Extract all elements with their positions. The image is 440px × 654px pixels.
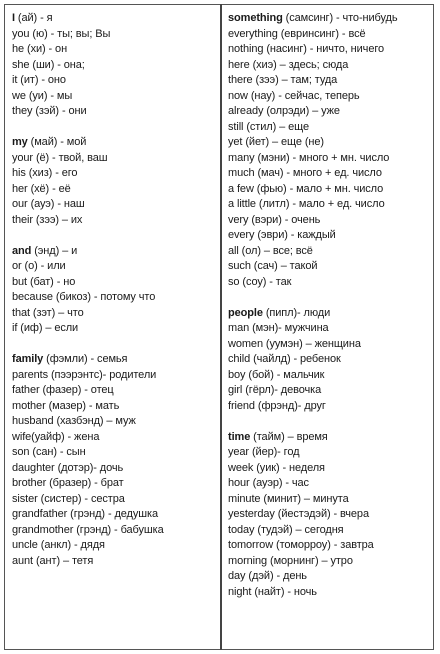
transcription-translation: (томорроу) - завтра (273, 539, 374, 551)
english-word: son (12, 446, 30, 458)
transcription-translation: (йер)- год (249, 446, 300, 458)
transcription-translation: (ши) - она; (29, 58, 85, 71)
english-word: girl (228, 384, 243, 396)
vocab-entry (12, 58, 217, 74)
transcription-translation: (май) - мой (27, 136, 87, 148)
vocab-entry (12, 104, 217, 120)
vocab-entry (228, 492, 434, 508)
vocab-entry (12, 290, 217, 306)
vocab-entry (228, 228, 434, 244)
transcription-translation: (бикоз) - потому что (52, 291, 156, 303)
word-group (12, 135, 217, 228)
english-word: their (12, 213, 33, 226)
english-word: night (228, 585, 252, 598)
english-word: hour (228, 477, 250, 489)
group-heading-entry (12, 135, 217, 151)
english-word: I (12, 12, 15, 24)
vocab-entry (228, 554, 434, 570)
english-word: brother (12, 477, 47, 489)
transcription-translation: (о) - или (21, 260, 66, 272)
vocab-entry (228, 585, 434, 601)
english-word: mother (12, 399, 46, 412)
transcription-translation: (фрэнд)- друг (254, 399, 326, 412)
english-word: family (12, 353, 44, 365)
transcription-translation: (мэни) - много + мн. число (254, 151, 390, 164)
vocab-entry (228, 569, 434, 585)
transcription-translation: (уик) - неделя (253, 461, 325, 474)
transcription-translation: (самсинг) - что-нибудь (282, 12, 398, 24)
english-word: you (12, 27, 30, 40)
english-word: tomorrow (228, 539, 274, 551)
transcription-translation: (зэт) – что (29, 306, 84, 319)
transcription-translation: (анкл) - дядя (37, 539, 105, 551)
word-group (228, 430, 434, 601)
transcription-translation: (уайф) - жена (31, 430, 100, 443)
english-word: grandmother (12, 523, 74, 536)
transcription-translation: (иф) – если (17, 322, 79, 334)
transcription-translation: (йестэдэй) - вчера (274, 508, 369, 520)
transcription-translation: (зээ) – там; туда (252, 74, 338, 86)
transcription-translation: (уумэн) – женщина (262, 337, 361, 350)
english-word: day (228, 570, 246, 582)
vocab-entry (228, 182, 434, 198)
vocab-entry (228, 213, 434, 229)
transcription-translation: (литл) - мало + ед. число (255, 198, 385, 210)
english-word: but (12, 275, 27, 288)
vocab-entry (12, 399, 217, 415)
english-word: friend (228, 399, 255, 412)
vocab-entry (228, 399, 434, 415)
vocab-entry (228, 476, 434, 492)
vocab-entry (12, 166, 217, 182)
english-word: yesterday (228, 508, 275, 520)
english-word: minute (228, 492, 261, 505)
vocab-entry (228, 166, 434, 182)
vocab-entry (12, 151, 217, 167)
transcription-translation: (стил) – еще (243, 120, 309, 133)
vocab-entry (228, 321, 434, 337)
english-word: sister (12, 492, 38, 505)
transcription-translation: (ит) - оно (17, 74, 66, 86)
right-column (228, 11, 434, 600)
transcription-translation: (мэн)- мужчина (249, 322, 329, 334)
vocab-entry (228, 337, 434, 353)
english-word: daughter (12, 461, 55, 474)
english-word: already (228, 105, 264, 117)
vocab-entry (228, 58, 434, 74)
transcription-translation: (ю) - ты; вы; Вы (29, 27, 111, 40)
english-word: such (228, 260, 251, 272)
vocab-entry (228, 368, 434, 384)
english-word: every (228, 229, 255, 241)
english-word: they (12, 105, 33, 117)
transcription-translation: (хиэ) – здесь; сюда (249, 58, 349, 71)
word-group (12, 352, 217, 569)
english-word: everything (228, 27, 278, 40)
english-word: parents (12, 368, 48, 381)
vocab-entry (12, 414, 217, 430)
vocab-entry (228, 275, 434, 291)
transcription-translation: (пээрэнтс)- родители (48, 368, 157, 381)
english-word: year (228, 446, 249, 458)
transcription-translation: (ол) – все; всё (238, 244, 313, 257)
vocab-entry (12, 321, 217, 337)
english-word: aunt (12, 554, 34, 567)
group-heading-entry (12, 11, 217, 27)
english-word: today (228, 523, 255, 536)
english-word: man (228, 322, 250, 334)
transcription-translation: (олрэди) – уже (263, 105, 340, 117)
english-word: or (12, 260, 22, 272)
english-word: very (228, 213, 249, 226)
transcription-translation: (йет) – еще (не) (242, 136, 324, 148)
english-word: boy (228, 368, 246, 381)
vocab-entry (12, 368, 217, 384)
vocab-entry (228, 135, 434, 151)
english-word: week (228, 461, 254, 474)
english-word: many (228, 151, 255, 164)
english-word: father (12, 384, 40, 396)
vocab-entry (12, 259, 217, 275)
transcription-translation: (бат) - но (27, 275, 76, 288)
transcription-translation: (бой) - мальчик (245, 368, 325, 381)
english-word: husband (12, 415, 54, 427)
vocab-entry (228, 352, 434, 368)
vocab-entry (12, 383, 217, 399)
vocab-entry (12, 445, 217, 461)
vocab-entry (12, 430, 217, 446)
vocab-entry (228, 259, 434, 275)
vocab-entry (12, 89, 217, 105)
group-heading-entry (228, 306, 434, 322)
word-group (228, 306, 434, 415)
group-heading-entry (12, 244, 217, 260)
word-group (228, 11, 434, 290)
vocab-entry (12, 197, 217, 213)
vocab-entry (228, 445, 434, 461)
group-heading-entry (12, 352, 217, 368)
transcription-translation: (сан) - сын (29, 446, 86, 458)
english-word: all (228, 244, 239, 257)
vocab-entry (12, 213, 217, 229)
vocab-entry (12, 492, 217, 508)
vocab-entry (228, 104, 434, 120)
vocab-entry (12, 523, 217, 539)
vocab-entry (12, 73, 217, 89)
transcription-translation: (ай) - я (14, 12, 53, 24)
transcription-translation: (систер) - сестра (37, 492, 125, 505)
transcription-translation: (соу) - так (239, 275, 292, 288)
english-word: my (12, 136, 28, 148)
english-word: here (228, 58, 250, 71)
english-word: wife (12, 430, 32, 443)
transcription-translation: (морнинг) – утро (267, 554, 353, 567)
english-word: he (12, 43, 25, 55)
english-word: people (228, 306, 263, 319)
english-word: because (12, 291, 53, 303)
vocab-entry (228, 42, 434, 58)
english-word: and (12, 244, 32, 257)
left-column (12, 11, 217, 569)
word-group (12, 11, 217, 120)
vocab-entry (12, 554, 217, 570)
english-word: his (12, 167, 26, 179)
transcription-translation: (грэнд) - дедушка (67, 508, 158, 520)
vocab-entry (228, 27, 434, 43)
vocab-entry (12, 306, 217, 322)
transcription-translation: (гёрл)- девочка (242, 384, 322, 396)
english-word: much (228, 167, 255, 179)
transcription-translation: (мач) - много + ед. число (254, 167, 382, 179)
vocab-entry (12, 27, 217, 43)
transcription-translation: (хё) - её (27, 182, 71, 195)
vocab-entry (228, 244, 434, 260)
english-word: women (228, 337, 263, 350)
transcription-translation: (нау) - сейчас, теперь (247, 89, 360, 102)
transcription-translation: (евринсинг) - всё (277, 27, 366, 40)
english-word: there (228, 74, 253, 86)
group-heading-entry (228, 430, 434, 446)
transcription-translation: (тайм) – время (250, 430, 328, 443)
english-word: we (12, 89, 26, 102)
english-word: uncle (12, 539, 38, 551)
transcription-translation: (ауэ) - наш (27, 198, 85, 210)
vocab-entry (228, 197, 434, 213)
vocab-entry (228, 523, 434, 539)
transcription-translation: (тудэй) – сегодня (254, 523, 344, 536)
english-word: so (228, 275, 240, 288)
transcription-translation: (дэй) - день (245, 570, 307, 582)
english-word: a little (228, 198, 256, 210)
transcription-translation: (мазер) - мать (45, 399, 120, 412)
english-word: child (228, 353, 251, 365)
group-heading-entry (228, 11, 434, 27)
english-word: that (12, 306, 30, 319)
vocab-entry (12, 42, 217, 58)
word-group (12, 244, 217, 337)
transcription-translation: (эври) - каждый (254, 229, 336, 241)
vocab-entry (12, 538, 217, 554)
english-word: time (228, 430, 251, 443)
vocab-entry (12, 461, 217, 477)
vocab-entry (228, 73, 434, 89)
vocab-entry (12, 476, 217, 492)
transcription-translation: (уи) - мы (25, 89, 73, 102)
vocab-entry (228, 538, 434, 554)
english-word: nothing (228, 43, 264, 55)
column-divider (220, 4, 222, 650)
transcription-translation: (дотэр)- дочь (54, 461, 124, 474)
vocab-entry (228, 507, 434, 523)
transcription-translation: (насинг) - ничто, ничего (263, 43, 385, 55)
transcription-translation: (хи) - он (24, 43, 68, 55)
english-word: morning (228, 554, 268, 567)
transcription-translation: (грэнд) - бабушка (73, 523, 164, 536)
transcription-translation: (энд) – и (31, 244, 78, 257)
transcription-translation: (хиз) - его (25, 167, 78, 179)
vocab-entry (228, 151, 434, 167)
vocab-entry (228, 461, 434, 477)
vocab-entry (228, 120, 434, 136)
vocab-entry (228, 89, 434, 105)
transcription-translation: (вэри) - очень (248, 213, 321, 226)
vocab-entry (228, 383, 434, 399)
english-word: something (228, 12, 283, 24)
transcription-translation: (минит) – минута (260, 492, 349, 505)
vocab-entry (12, 275, 217, 291)
transcription-translation: (пипл)- люди (262, 306, 331, 319)
english-word: our (12, 198, 28, 210)
english-word: her (12, 182, 28, 195)
transcription-translation: (фью) - мало + мн. число (253, 182, 384, 195)
english-word: yet (228, 136, 243, 148)
transcription-translation: (ант) – тетя (33, 554, 94, 567)
transcription-translation: (хазбэнд) – муж (53, 415, 136, 427)
english-word: it (12, 74, 18, 86)
transcription-translation: (ауэр) - час (249, 477, 309, 489)
transcription-translation: (чайлд) - ребенок (250, 353, 341, 365)
vocab-entry (12, 507, 217, 523)
english-word: a few (228, 182, 254, 195)
english-word: if (12, 322, 18, 334)
english-word: she (12, 58, 30, 71)
english-word: now (228, 89, 248, 102)
english-word: grandfather (12, 508, 68, 520)
transcription-translation: (фэмли) - семья (43, 353, 128, 365)
english-word: still (228, 120, 244, 133)
vocab-entry (12, 182, 217, 198)
transcription-translation: (найт) - ночь (251, 585, 317, 598)
transcription-translation: (ё) - твой, ваш (33, 151, 108, 164)
transcription-translation: (зэй) - они (32, 105, 87, 117)
transcription-translation: (бразер) - брат (46, 477, 124, 489)
english-word: your (12, 151, 33, 164)
transcription-translation: (зээ) – их (32, 213, 83, 226)
transcription-translation: (сач) – такой (250, 260, 318, 272)
transcription-translation: (фазер) - отец (39, 384, 114, 396)
